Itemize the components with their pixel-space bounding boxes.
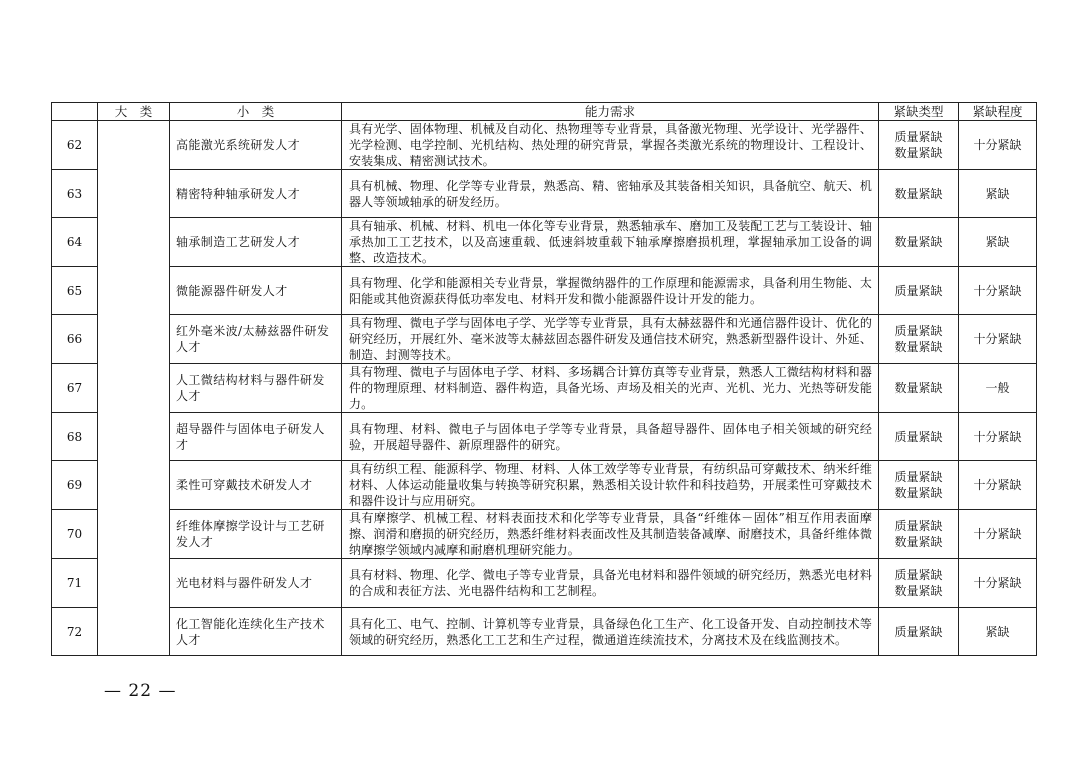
shortage-type-label: 数量紧缺 [894,535,943,549]
table-row [52,170,1037,218]
shortage-type-label: 数量紧缺 [894,235,943,249]
shortage-type-label: 数量紧缺 [894,186,943,201]
requirement-cell: 具有摩擦学、机械工程、材料表面技术和化学等专业背景，具备“纤维体－固体”相互作用表面摩擦、润滑和磨损的研究经历，熟悉纤维材料表面改性及其制造装备减摩、耐磨技术，具备纤维体微纳摩擦学领域内减摩和耐磨机理研究能力。 [342,510,879,559]
subcategory-cell: 微能源器件研发人才 [170,267,342,315]
shortage-type-cell [879,267,959,315]
header-shortage-type: 紧缺类型 [879,103,959,121]
subcategory-cell: 红外毫米波/太赫兹器件研发人才 [170,315,342,364]
shortage-degree-cell: 一般 [959,364,1037,413]
shortage-degree-cell: 十分紧缺 [959,267,1037,315]
requirement-cell: 具有物理、材料、微电子与固体电子学等专业背景，具备超导器件、固体电子相关领域的研究经验，开展超导器件、新原理器件的研究。 [342,413,879,461]
header-requirement: 能力需求 [342,103,879,121]
requirement-cell: 具有纺织工程、能源科学、物理、材料、人体工效学等专业背景，有纺织品可穿戴技术、纳米纤维材料、人体运动能量收集与转换等研究积累，熟悉相关设计软件和科技趋势，开展柔性可穿戴技术和器件设计与应用研究。 [342,461,879,510]
requirement-cell: 具有物理、微电子学与固体电子学、光学等专业背景，具有太赫兹器件和光通信器件设计、优化的研究经历，开展红外、毫米波等太赫兹固态器件研发及通信技术研究，熟悉新型器件设计、外延、制造、封测等技术。 [342,315,879,364]
shortage-type-cell [879,461,959,510]
shortage-type-cell [879,608,959,656]
subcategory-cell: 化工智能化连续化生产技术人才 [170,608,342,656]
row-number: 66 [52,315,98,364]
shortage-type-label: 质量紧缺 [894,324,943,338]
shortage-type-label: 质量紧缺 [894,283,943,298]
shortage-degree-cell: 紧缺 [959,608,1037,656]
shortage-type-cell [879,510,959,559]
table-row [52,510,1037,559]
talent-shortage-table [51,102,1037,656]
requirement-cell: 具有化工、电气、控制、计算机等专业背景，具备绿色化工生产、化工设备开发、自动控制技术等领域的研究经历，熟悉化工工艺和生产过程，微通道连续流技术，分离技术及在线监测技术。 [342,608,879,656]
talent-table-sheet [51,102,1036,656]
row-number: 72 [52,608,98,656]
header-category: 大 类 [98,103,170,121]
shortage-degree-cell: 紧缺 [959,218,1037,267]
header-num [52,103,98,121]
requirement-cell: 具有机械、物理、化学等专业背景，熟悉高、精、密轴承及其装备相关知识，具备航空、航天、机器人等领域轴承的研发经历。 [342,170,879,218]
shortage-type-cell [879,170,959,218]
category-cell [98,121,170,656]
shortage-type-cell [879,218,959,267]
row-number: 67 [52,364,98,413]
row-number: 68 [52,413,98,461]
table-row [52,413,1037,461]
shortage-type-label: 数量紧缺 [894,584,943,598]
table-row [52,608,1037,656]
table-row [52,461,1037,510]
requirement-cell: 具有材料、物理、化学、微电子等专业背景，具备光电材料和器件领域的研究经历，熟悉光电材料的合成和表征方法、光电器件结构和工艺制程。 [342,559,879,608]
subcategory-cell: 精密特种轴承研发人才 [170,170,342,218]
page-number: — 22 — [104,681,177,701]
table-row [52,559,1037,608]
row-number: 71 [52,559,98,608]
row-number: 62 [52,121,98,170]
shortage-type-cell [879,364,959,413]
row-number: 65 [52,267,98,315]
subcategory-cell: 柔性可穿戴技术研发人才 [170,461,342,510]
requirement-cell: 具有轴承、机械、材料、机电一体化等专业背景，熟悉轴承车、磨加工及装配工艺与工装设计、轴承热加工工艺技术，以及高速重载、低速斜坡重载下轴承摩擦磨损机理，掌握轴承加工设备的调整、改造技术。 [342,218,879,267]
table-header-row [52,103,1037,121]
shortage-type-label: 数量紧缺 [894,486,943,500]
shortage-type-cell [879,121,959,170]
shortage-type-label: 质量紧缺 [894,568,943,582]
subcategory-cell: 人工微结构材料与器件研发人才 [170,364,342,413]
requirement-cell: 具有光学、固体物理、机械及自动化、热物理等专业背景，具备激光物理、光学设计、光学器件、光学检测、电学控制、光机结构、热处理的研究背景，掌握各类激光系统的物理设计、工程设计、安装集成、精密测试技术。 [342,121,879,170]
shortage-degree-cell: 十分紧缺 [959,559,1037,608]
shortage-type-label: 数量紧缺 [894,340,943,354]
shortage-type-cell [879,315,959,364]
subcategory-cell: 光电材料与器件研发人才 [170,559,342,608]
table-row [52,267,1037,315]
shortage-type-cell [879,413,959,461]
subcategory-cell: 超导器件与固体电子研发人才 [170,413,342,461]
shortage-degree-cell: 十分紧缺 [959,510,1037,559]
shortage-degree-cell: 十分紧缺 [959,413,1037,461]
requirement-cell: 具有物理、微电子与固体电子学、材料、多场耦合计算仿真等专业背景，熟悉人工微结构材料和器件的物理原理、材料制造、器件构造，具备光场、声场及相关的光声、光机、光力、光热等研发能力。 [342,364,879,413]
subcategory-cell: 轴承制造工艺研发人才 [170,218,342,267]
table-row [52,315,1037,364]
table-row [52,121,1037,170]
shortage-degree-cell: 十分紧缺 [959,461,1037,510]
shortage-type-cell [879,559,959,608]
shortage-type-label: 质量紧缺 [894,429,943,444]
row-number: 70 [52,510,98,559]
subcategory-cell: 纤维体摩擦学设计与工艺研发人才 [170,510,342,559]
table-row [52,218,1037,267]
table-row [52,364,1037,413]
subcategory-cell: 高能激光系统研发人才 [170,121,342,170]
shortage-type-label: 数量紧缺 [894,146,943,160]
row-number: 69 [52,461,98,510]
header-shortage-degree: 紧缺程度 [959,103,1037,121]
shortage-type-label: 质量紧缺 [894,470,943,484]
shortage-degree-cell: 十分紧缺 [959,121,1037,170]
shortage-type-label: 质量紧缺 [894,519,943,533]
row-number: 63 [52,170,98,218]
shortage-degree-cell: 紧缺 [959,170,1037,218]
requirement-cell: 具有物理、化学和能源相关专业背景，掌握微纳器件的工作原理和能源需求，具备利用生物能、太阳能或其他资源获得低功率发电、材料开发和微小能源器件设计开发的能力。 [342,267,879,315]
shortage-degree-cell: 十分紧缺 [959,315,1037,364]
header-subcategory: 小 类 [170,103,342,121]
shortage-type-label: 数量紧缺 [894,381,943,395]
shortage-type-label: 质量紧缺 [894,130,943,144]
shortage-type-label: 质量紧缺 [894,624,943,639]
row-number: 64 [52,218,98,267]
